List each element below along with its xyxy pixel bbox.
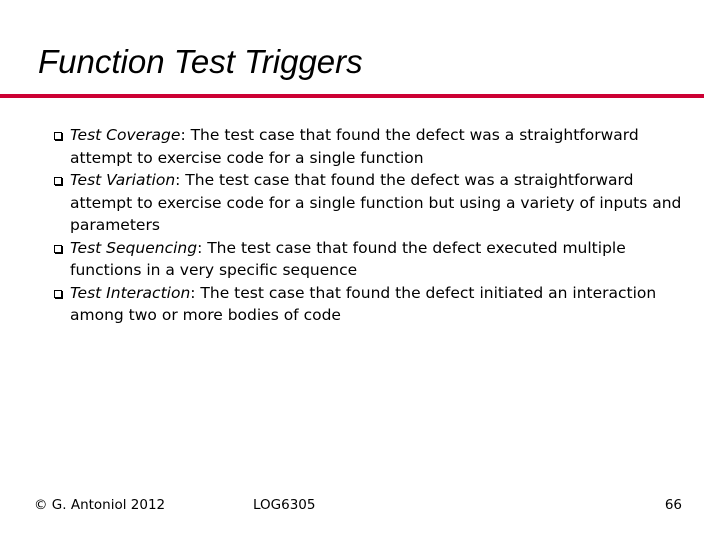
bullet-list <box>54 124 684 327</box>
bullet-term: Test Coverage <box>70 126 181 144</box>
bullet-text: : The test case that found the defect was a straightforward attempt to exercise code for a single function <box>70 126 639 167</box>
bullet-item-test-sequencing <box>54 237 684 282</box>
bullet-term: Test Variation <box>70 171 176 189</box>
square-bullet-icon <box>54 132 62 140</box>
footer-copyright: © G. Antoniol 2012 <box>34 497 166 513</box>
square-bullet-icon <box>54 290 62 298</box>
bullet-text: : The test case that found the defect was a straightforward attempt to exercise code for a single function but using a variety of inputs and parameters <box>70 171 682 234</box>
bullet-item-test-interaction <box>54 282 684 327</box>
square-bullet-icon <box>54 177 62 185</box>
footer-course-code: LOG6305 <box>253 497 316 513</box>
title-divider <box>0 94 704 98</box>
bullet-item-test-variation <box>54 169 684 237</box>
bullet-term: Test Sequencing <box>70 238 198 257</box>
bullet-text: : The test case that found the defect executed multiple functions in a very specific sequence <box>70 238 626 279</box>
bullet-term: Test Interaction <box>70 283 191 302</box>
footer-page-number: 66 <box>664 497 682 513</box>
square-bullet-icon <box>54 245 62 253</box>
slide-title: Function Test Triggers <box>38 43 363 80</box>
bullet-text: : The test case that found the defect initiated an interaction among two or more bodies of code <box>70 283 657 324</box>
bullet-item-test-coverage <box>54 124 684 169</box>
